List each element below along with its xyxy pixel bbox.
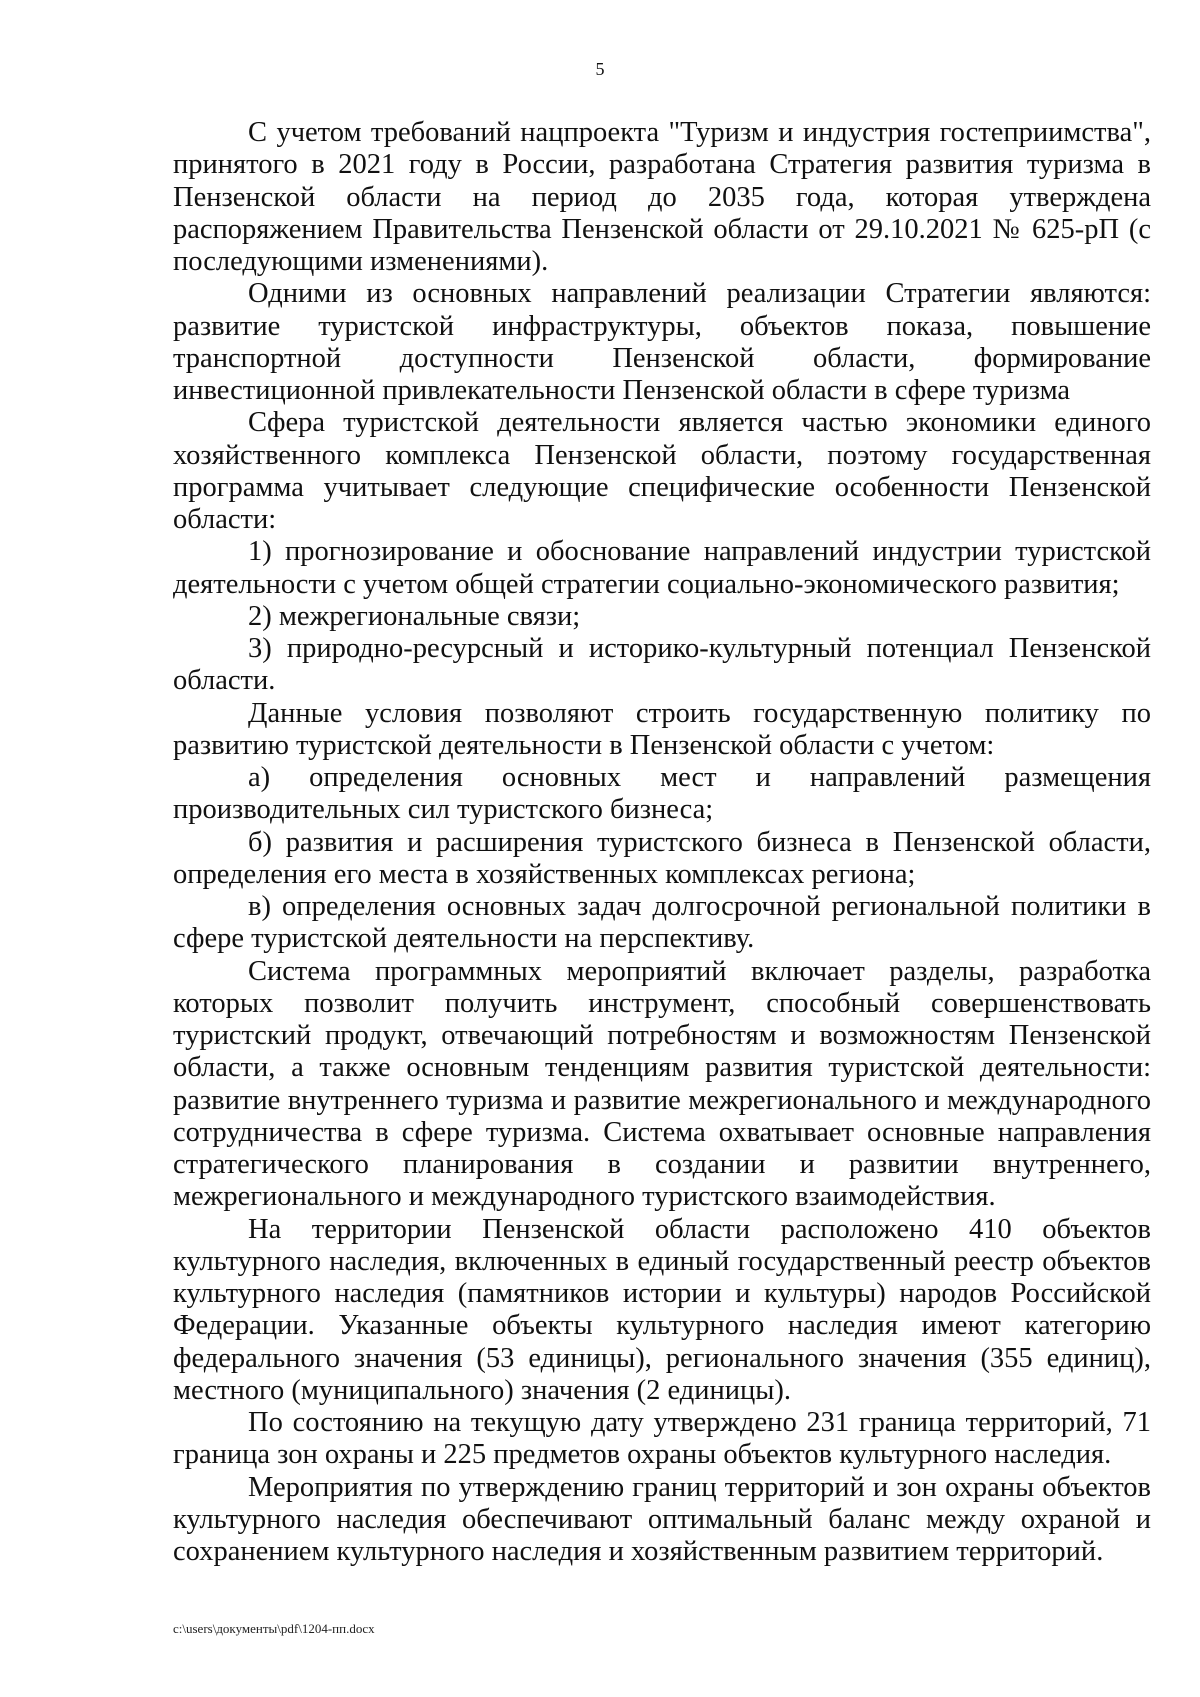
list-item-b-development: б) развития и расширения туристского бизнеса в Пензенской области, определения его места в хозяйственных комплексах региона; xyxy=(173,826,1151,890)
paragraph-strategy-adoption: С учетом требований нацпроекта "Туризм и индустрия гостеприимства", принятого в 2021 году в России, разработана Стратегия развития туризма в Пензенской области на период до 2035 года, которая утверждена распоряжением Правительства Пензенской области от 29.10.2021 № 625-рП (с последующими изменениями). xyxy=(173,117,1151,277)
footer-file-path: c:\users\документы\pdf\1204-пп.docx xyxy=(173,1621,375,1636)
list-item-c-tasks: в) определения основных задач долгосрочной региональной политики в сфере туристской деятельности на перспективу. xyxy=(173,891,1151,955)
paragraph-program-measures: Система программных мероприятий включает разделы, разработка которых позволит получить инструмент, способный совершенствовать туристский продукт, отвечающий потребностям и возможностям Пензенской области, а также основным тенденциям развития туристской деятельности: развитие внутреннего туризма и развитие межрегионального и международного сотрудничества в сфере туризма. Система охватывает основные направления стратегического планирования в создании и развитии внутреннего, межрегионального и международного туристского взаимодействия. xyxy=(173,955,1151,1213)
paragraph-approved-boundaries: По состоянию на текущую дату утверждено 231 граница территорий, 71 граница зон охраны и 225 предметов охраны объектов культурного наследия. xyxy=(173,1407,1151,1471)
paragraph-conditions: Данные условия позволяют строить государственную политику по развитию туристской деятельности в Пензенской области с учетом: xyxy=(173,697,1151,761)
paragraph-tourism-sphere: Сфера туристской деятельности является частью экономики единого хозяйственного комплекса Пензенской области, поэтому государственная программа учитывает следующие специфические особенности Пензенской области: xyxy=(173,407,1151,535)
paragraph-cultural-heritage: На территории Пензенской области расположено 410 объектов культурного наследия, включенных в единый государственный реестр объектов культурного наследия (памятников истории и культуры) народов Российской Федерации. Указанные объекты культурного наследия имеют категорию федерального значения (53 единицы), регионального значения (355 единиц), местного (муниципального) значения (2 единицы). xyxy=(173,1213,1151,1406)
list-item-3-potential: 3) природно-ресурсный и историко-культурный потенциал Пензенской области. xyxy=(173,633,1151,697)
list-item-2-interregional-links: 2) межрегиональные связи; xyxy=(248,600,581,632)
list-item-1-forecasting: 1) прогнозирование и обоснование направлений индустрии туристской деятельности с учетом общей стратегии социально-экономического развития; xyxy=(173,536,1151,600)
list-item-a-placement: а) определения основных мест и направлений размещения производительных сил туристского бизнеса; xyxy=(173,762,1151,826)
paragraph-strategy-directions: Одними из основных направлений реализации Стратегии являются: развитие туристской инфраструктуры, объектов показа, повышение транспортной доступности Пензенской области, формирование инвестиционной привлекательности Пензенской области в сфере туризма xyxy=(173,278,1151,406)
document-body xyxy=(173,117,1151,1568)
paragraph-boundary-measures: Мероприятия по утверждению границ территорий и зон охраны объектов культурного наследия обеспечивают оптимальный баланс между охраной и сохранением культурного наследия и хозяйственным развитием территорий. xyxy=(173,1471,1151,1567)
page-number: 5 xyxy=(595,59,605,79)
